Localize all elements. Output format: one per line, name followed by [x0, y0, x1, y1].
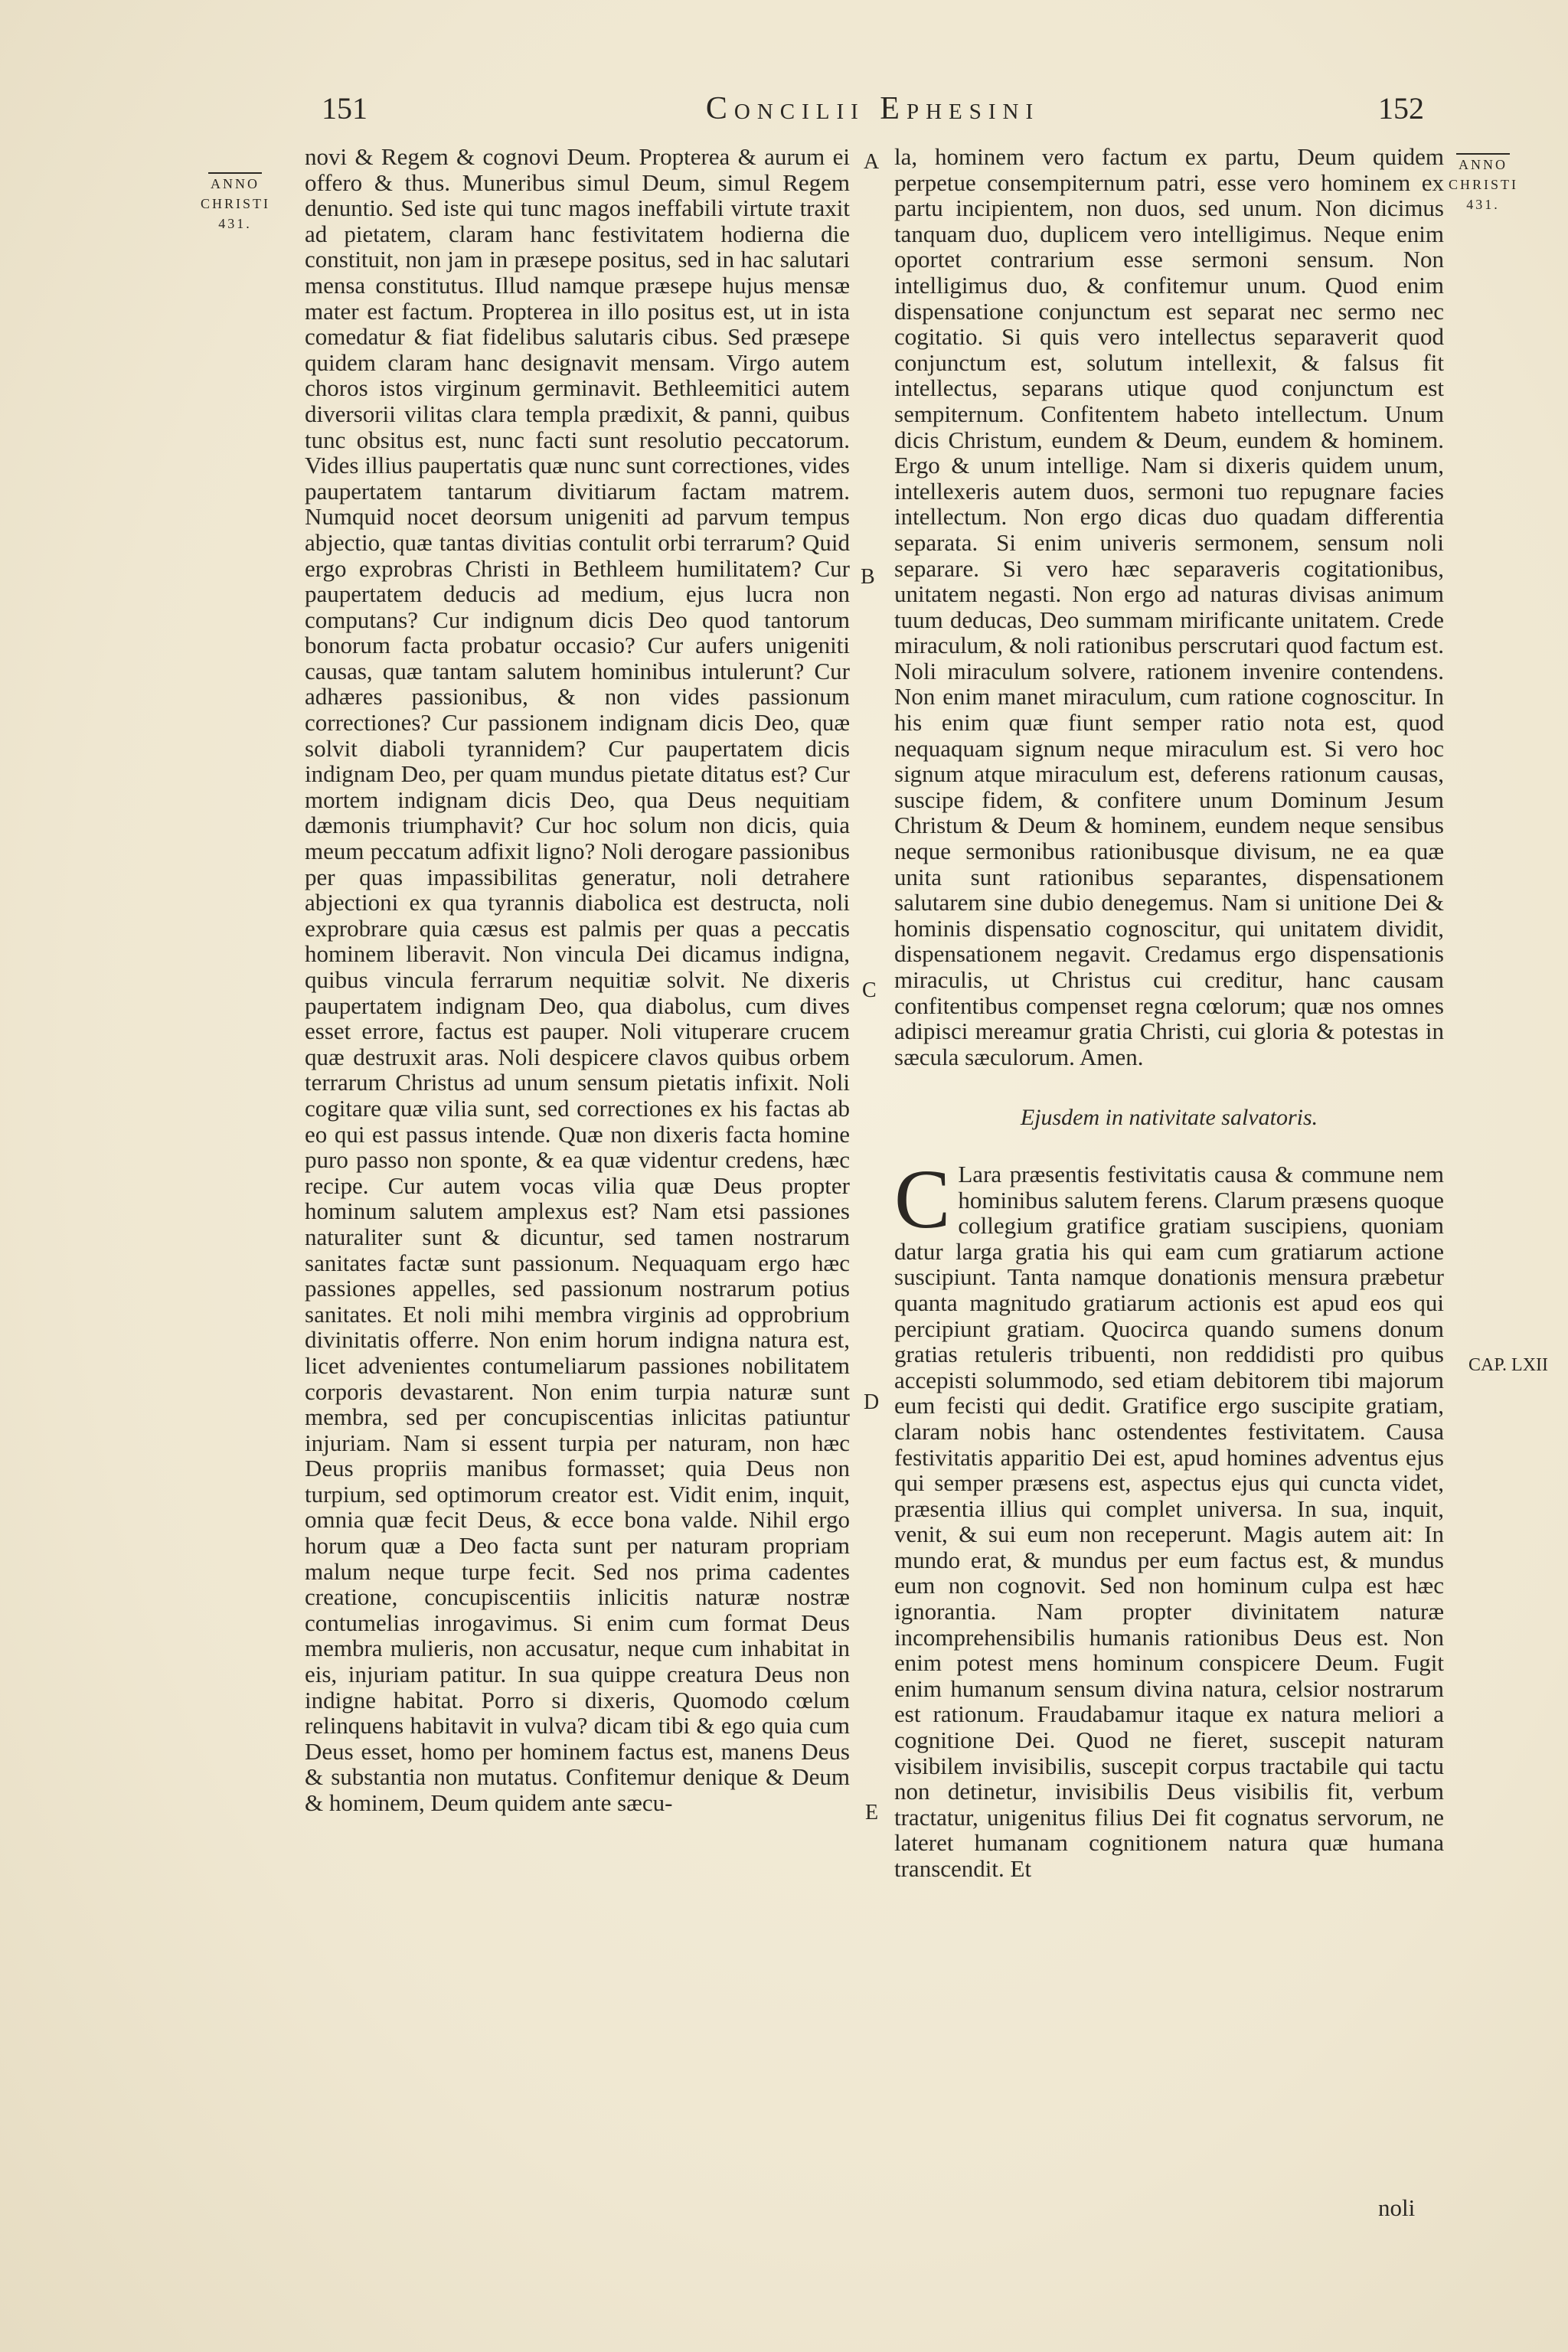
- left-column: [305, 144, 850, 2226]
- margin-year-left: 431.: [218, 216, 252, 231]
- left-column-text: novi & Regem & cognovi Deum. Propterea & aurum ei offero & thus. Muneribus simul Deum, simul Regem denuntio. Sed iste qui tunc magos ineffabili virtute traxit ad pietatem, claram hanc festivitatem hodierna die constituit, non jam in præsepe positus, sed in hac salutari mensa constitutus. Illud namque præsepe hujus mensæ mater est factum. Propterea in illo positus est, ut in ista comedatur & fiat fidelibus salutaris cibus. Sed præsepe quidem claram hanc designavit mensam. Virgo autem choros istos virginum germinavit. Bethleemitici autem diversorii vilitas clara templa prædixit, & panni, quibus tunc obsitus est, nunc facti sunt resolutio peccatorum. Vides illius paupertatis quæ nunc sunt correctiones, vides paupertatem tantarum divitiarum factam matrem. Numquid nocet deorsum unigeniti ad parvum tempus abjectio, quæ tantas divitias contulit orbi terrarum? Quid ergo exprobras Christi in Bethleem humilitatem? Cur paupertatem deducis ad medium, ejus lucra non computans? Cur indignum dicis Deo quod tantorum bonorum facta probatur occasio? Cur aufers unigeniti causas, quæ tantam salutem hominibus intulerunt? Cur adhæres passionibus, & non vides passionum correctiones? Cur passionem indignam dicis Deo, quæ solvit diaboli tyrannidem? Cur paupertatem dicis indignam Deo, per quam mundus pietate ditatus est? Cur mortem indignam dicis Deo, qua Deus nequitiam dæmonis triumphavit? Cur hoc solum non dicis, quia meum peccatum adfixit ligno? Noli derogare passionibus per quas impassibilitas generatur, noli detrahere abjectioni ex qua tyrannis diabolica est destructa, noli exprobrare quia cæsus est palmis per quas a peccatis hominem liberavit. Non vincula Dei dicamus indigna, quibus vincula ferrarum nequitiæ solvit. Ne dixeris paupertatem indignam Deo, qua diabolus, cum dives esset errore, factus est pauper. Noli vituperare crucem quæ destruxit aras. Noli despicere clavos quibus orbem terrarum Christus ad unum sensum pietatis infixit. Noli cogitare quæ vilia sunt, sed correctiones ex his factas ab eo qui est passus intende. Quæ non dixeris facta homine puro passo non sponte, & ea quæ videntur credens, hæc recipe. Cur autem vocas vilia quæ Deus propter hominum salutem amplexus est? Nam etsi passiones naturaliter sunt & dicuntur, sed tamen nostrarum sanitates factæ sunt passionum. Nequaquam ergo hæc passiones appelles, sed passionum nostrarum potius sanitates. Et noli mihi membra virginis ad opprobrium divinitatis offerre. Non enim horum indigna natura est, licet advenientes contumeliarum passiones nobilitatem corporis devastarent. Non enim turpia naturæ sunt membra, sed per concupiscentias inlicitas patiuntur injuriam. Nam si essent turpia per naturam, non hæc Deus propriis manibus formasset; quia Deus non turpium, sed optimorum creator est. Vidit enim, inquit, omnia quæ fecit Deus, & ecce bona valde. Nihil ergo horum quæ a Deo facta sunt per naturam propriam malum neque turpe fecit. Sed nos prima cadentes creatione, concupiscentiis inlicitis naturæ nostræ contumelias inrogavimus. Si enim cum format Deus membra mulieris, non accusatur, neque cum inhabitat in eis, injuriam patitur. In sua quippe creatura Deus non indigne habitat. Porro si dixeris, Quomodo cœlum relinquens habitavit in vulva? dicam tibi & ego quia cum Deus esset, homo per hominem factus est, manens Deus & substantia non mutatus. Confitemur denique & Deum & hominem, Deum quidem ante sæcu-: [305, 144, 850, 1816]
- ref-letter-a: A: [864, 150, 880, 174]
- ref-letter-b: B: [861, 565, 875, 589]
- ref-letter-d: D: [864, 1390, 880, 1414]
- ref-letter-c: C: [862, 978, 877, 1002]
- running-title: Concilii Ephesini: [705, 91, 1040, 126]
- margin-christi-left: CHRISTI: [201, 196, 271, 211]
- chapter-label: CAP. LXII: [1468, 1355, 1549, 1375]
- page-header: [0, 90, 1568, 152]
- right-column: [894, 144, 1444, 2226]
- catchword: noli: [1378, 2194, 1416, 2221]
- ref-letter-e: E: [865, 1801, 879, 1824]
- right-column-text-1: la, hominem vero factum ex partu, Deum quidem perpetue consempiternum patri, esse vero hominem ex partu incipientem, non duos, sed unum. Non dicimus tanquam duo, duplicem vero intelligimus. Neque enim oportet contrarium esse sermoni sensum. Non intelligimus duo, & confitemur unum. Quod enim dispensatione conjunctum est separat nec sermo nec cogitatio. Si quis vero intellectus separaverit quod conjunctum est, solutum intellexit, & falsus fit intellectus, separans utique quod conjunctum est sempiternum. Confitentem habeto intellectum. Unum dicis Christum, eundem & Deum, eundem & hominem. Ergo & unum intellige. Nam si dixeris quidem unum, intellexeris autem duos, sermoni tuo repugnare facies intellectum. Non ergo dicas duo quadam differentia separata. Si enim univeris sermonem, sensum noli separare. Si vero hæc separaveris cogitationibus, unitatem negasti. Non ergo ad naturas divisas animum tuum deducas, Deo summam mirificante unitatem. Crede miraculum, & noli rationibus perscrutari quod factum est. Noli miraculum solvere, rationem invenire contendens. Non enim manet miraculum, cum ratione cognoscitur. In his enim quæ fiunt semper ratio nota est, quod nequaquam signum neque miraculum est. Si vero hoc signum atque miraculum est, deferens rationum causas, suscipe fidem, & confitere unum Dominum Jesum Christum & Deum & hominem, eundem neque sensibus neque sermonibus rationibusque divisum, ne ea quæ unita sunt rationibus separantes, dispensationem salutarem sine dubio denegemus. Nam si unitione Dei & hominis dispensatio cognoscitur, qui unitatem dividit, dispensationem negavit. Credamus ergo dispensationis miraculis, ut Christus cui creditur, hanc causam confitentibus compenset regna cœlorum; quæ nos omnes adipisci mereamur gratia Christi, cui gloria & potestas in sæcula sæculorum. Amen.: [894, 144, 1444, 1070]
- margin-note-right: [1449, 153, 1517, 214]
- drop-cap: C: [894, 1152, 951, 1246]
- section-heading: Ejusdem in nativitate salvatoris.: [1020, 1105, 1318, 1131]
- page-number-left: 151: [322, 91, 368, 126]
- margin-anno-right: ANNO: [1459, 157, 1508, 172]
- margin-note-left: [201, 172, 270, 234]
- margin-christi-right: CHRISTI: [1449, 177, 1519, 192]
- margin-anno-left: ANNO: [211, 176, 260, 191]
- right-column-text-2-body: Lara præsentis festivitatis causa & commune nem hominibus salutem ferens. Clarum præsens quoque collegium gratifice gratiam suscipiens, quoniam datur larga gratia his qui eam cum gratiarum actione suscipiunt. Tanta namque donationis mensura præbetur quanta magnitudo gratiarum actionis est apud eos qui percipiunt gratiam. Quocirca quando sumens donum gratias retuleris tribuenti, non reddidisti pro quibus accepisti solummodo, sed etiam debitorem tibi majorum eum fecisti qui dedit. Gratifice ergo suscipite gratiam, claram nobis hanc ostendentes festivitatem. Causa festivitatis apparitio Dei est, apud homines adventus ejus qui semper præsens est, aspectus ejus qui cuncta videt, præsentia illius qui complet universa. In sua, inquit, venit, & sui eum non receperunt. Magis autem ait: In mundo erat, & mundus per eum factus est, & mundus eum non cognovit. Sed non hominum culpa est hæc ignorantia. Nam propter divinitatem naturæ incomprehensibilis humanis rationibus Deus est. Non enim potest mens hominum conspicere Deum. Fugit enim humanum sensum divina natura, celsior nostrarum est rationum. Fraudabamur itaque ex natura meliori a cognitione Dei. Quod ne fieret, suscepit naturam visibilem invisibilis, suscepit corpus tractabile qui tactu non detinetur, invisibilis Deus visibilis fit, verbum tractatur, unigenitus filius Dei fit cognatus servorum, ne lateret humanam cognitionem natura quæ humana transcendit. Et: [894, 1160, 1444, 1882]
- page-number-right: 152: [1378, 91, 1424, 126]
- right-column-text-2: [894, 1152, 1444, 1882]
- margin-year-right: 431.: [1466, 197, 1500, 212]
